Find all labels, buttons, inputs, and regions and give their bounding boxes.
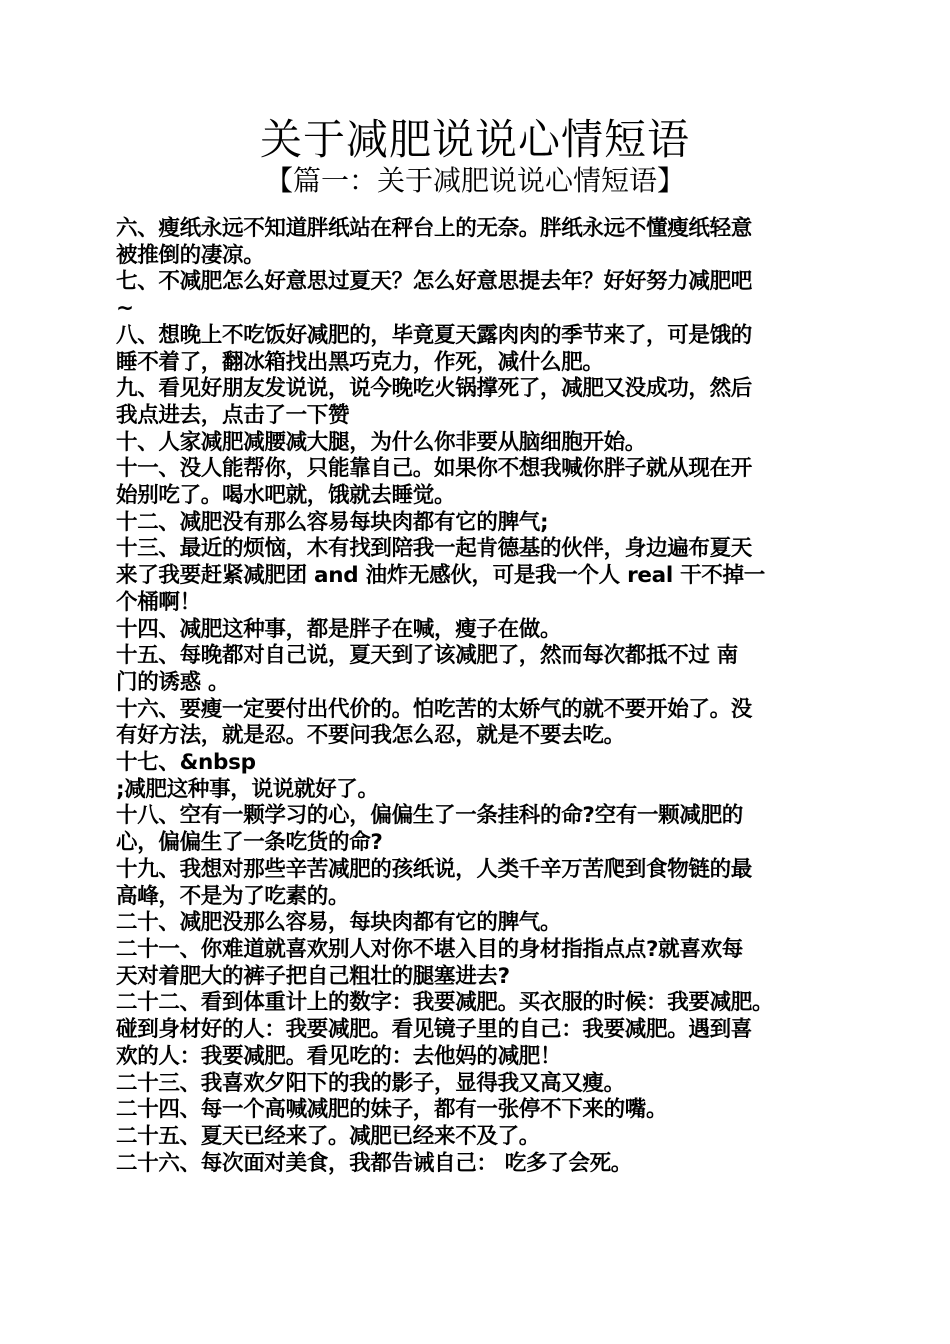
text-line: 始别吃了。喝水吧就，饿就去睡觉。 [116, 483, 456, 509]
text-line: 二十二、看到体重计上的数字：我要减肥。买衣服的时候：我要减肥。 [116, 990, 774, 1016]
text-line: 十九、我想对那些辛苦减肥的孩纸说，人类千辛万苦爬到食物链的最 [116, 856, 753, 882]
text-line: 门的诱惑 。 [116, 669, 230, 695]
text-line: 十、人家减肥减腰减大腿，为什么你非要从脑细胞开始。 [116, 429, 647, 455]
text-line: 二十、减肥没那么容易，每块肉都有它的脾气。 [116, 910, 562, 936]
text-line: 十二、减肥没有那么容易每块肉都有它的脾气; [116, 509, 549, 535]
text-line: 二十三、我喜欢夕阳下的我的影子，显得我又高又瘦。 [116, 1070, 625, 1096]
text-line: 十四、减肥这种事，都是胖子在喊，瘦子在做。 [116, 616, 562, 642]
text-line: 天对着肥大的裤子把自己粗壮的腿塞进去? [116, 963, 510, 989]
text-line: 睡不着了，翻冰箱找出黑巧克力，作死，减什么肥。 [116, 349, 604, 375]
text-line: 欢的人：我要减肥。看见吃的：去他妈的减肥！ [116, 1043, 562, 1069]
text-line: 我点进去，点击了一下赞 [116, 402, 350, 428]
text-line: 九、看见好朋友发说说，说今晚吃火锅撑死了，减肥又没成功，然后 [116, 376, 753, 402]
text-line: 十八、空有一颗学习的心，偏偏生了一条挂科的命?空有一颗减肥的 [116, 803, 743, 829]
text-line: 二十一、你难道就喜欢别人对你不堪入目的身材指指点点?就喜欢每 [116, 936, 743, 962]
text-line: 十一、没人能帮你，只能靠自己。如果你不想我喊你胖子就从现在开 [116, 456, 753, 482]
text-line: 十三、最近的烦恼，木有找到陪我一起肯德基的伙伴，身边遍布夏天 [116, 536, 753, 562]
text-line: 十五、每晚都对自己说，夏天到了该减肥了，然而每次都抵不过 南 [116, 643, 738, 669]
text-line: 个桶啊！ [116, 589, 201, 615]
text-line: 二十四、每一个高喊减肥的妹子，都有一张停不下来的嘴。 [116, 1097, 668, 1123]
text-line: 被推倒的凄凉。 [116, 242, 265, 268]
text-line: 二十六、每次面对美食，我都告诫自己： 吃多了会死。 [116, 1150, 632, 1176]
text-line: 十七、&nbsp [116, 750, 256, 776]
text-line: 有好方法，就是忍。不要问我怎么忍，就是不要去吃。 [116, 723, 625, 749]
document-title: 关于减肥说说心情短语 [259, 115, 690, 164]
text-line: 来了我要赶紧减肥团 and 油炸无感伙，可是我一个人 real 干不掉一 [116, 563, 765, 589]
text-line: 心，偏偏生了一条吃货的命? [116, 830, 383, 856]
text-line: ~ [116, 296, 134, 322]
text-line: 碰到身材好的人：我要减肥。看见镜子里的自己：我要减肥。遇到喜 [116, 1017, 753, 1043]
text-line: 高峰，不是为了吃素的。 [116, 883, 350, 909]
text-line: 七、不减肥怎么好意思过夏天？怎么好意思提去年？好好努力减肥吧 [116, 269, 753, 295]
text-line: 六、瘦纸永远不知道胖纸站在秤台上的无奈。胖纸永远不懂瘦纸轻意 [116, 216, 753, 241]
text-line: 二十五、夏天已经来了。减肥已经来不及了。 [116, 1123, 541, 1149]
text-line: ;减肥这种事，说说就好了。 [116, 776, 379, 802]
text-line: 八、想晚上不吃饭好减肥的，毕竟夏天露肉肉的季节来了，可是饿的 [116, 322, 753, 348]
document-body [116, 216, 841, 1177]
document-subtitle: 【篇一：关于减肥说说心情短语】 [264, 164, 685, 197]
text-line: 十六、要瘦一定要付出代价的。怕吃苦的太娇气的就不要开始了。没 [116, 696, 753, 722]
